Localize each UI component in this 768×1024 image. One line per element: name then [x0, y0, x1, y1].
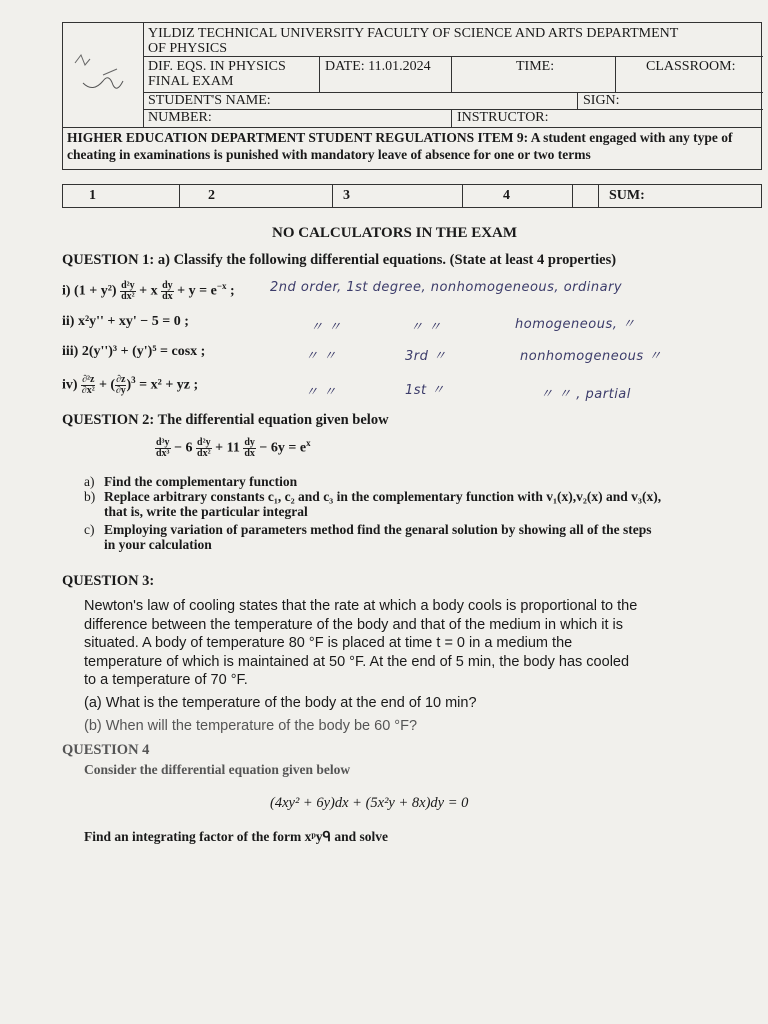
answer-ii-a: 〃 〃	[310, 320, 342, 335]
question-2-title: QUESTION 2: The differential equation given below	[62, 412, 389, 428]
department-title: OF PHYSICS	[148, 42, 227, 56]
score-cell: 1	[63, 185, 180, 207]
equation-iii: iii) 2(y'')³ + (y')⁵ = cosx ;	[62, 344, 206, 359]
score-cell	[573, 185, 599, 207]
question-4-task: Find an integrating factor of the form xᵖyᑫ and solve	[84, 829, 388, 844]
list-item: a) Find the complementary function	[84, 474, 298, 489]
score-table	[62, 184, 762, 208]
question-3-body: Newton's law of cooling states that the rate at which a body cools is proportional to the difference between the temperature of the body and that of the medium in which it is situated. A body of temperature 80 °F is placed at time t = 0 in a medium the temperature of which is maintained at 50 °F. At the end of 5 min, the body has cooled to a temperature of 70 °F.	[84, 598, 638, 688]
exam-type: FINAL EXAM	[148, 75, 234, 89]
question-4-intro: Consider the differential equation given below	[84, 762, 351, 777]
list-item: b) Replace arbitrary constants c₁, c₂ and c₃ in the complementary function with v₁(x),v₂(x) and v₃(x),	[84, 489, 662, 504]
regulation-notice: HIGHER EDUCATION DEPARTMENT STUDENT REGULATIONS ITEM 9: A student engaged with any type of cheating in examinations is punished with mandatory leave of absence for one or two terms	[62, 128, 762, 170]
instructor-field: INSTRUCTOR:	[457, 111, 549, 125]
answer-iii-c: nonhomogeneous 〃	[520, 349, 662, 364]
classroom-field: CLASSROOM:	[646, 60, 736, 74]
time-field: TIME:	[516, 60, 555, 74]
question-3-part-a: (a) What is the temperature of the body at the end of 10 min?	[84, 695, 477, 711]
answer-ii-c: homogeneous, 〃	[515, 317, 636, 332]
answer-iii-a: 〃 〃	[305, 349, 337, 364]
answer-iv-c: 〃 〃 , partial	[540, 387, 631, 402]
answer-iv-b: 1st 〃	[405, 383, 445, 398]
question-2-items	[84, 474, 661, 552]
question-3-part-b: (b) When will the temperature of the body be 60 °F?	[84, 718, 418, 734]
score-sum-cell: SUM:	[609, 188, 645, 203]
student-name-field: STUDENT'S NAME:	[148, 94, 271, 108]
course-name: DIF. EQS. IN PHYSICS	[148, 60, 286, 74]
equation-ii: ii) x²y'' + xy' − 5 = 0 ;	[62, 314, 189, 329]
sign-field: SIGN:	[583, 94, 620, 108]
signature-stamp	[63, 23, 144, 127]
list-item: that is, write the particular integral	[104, 504, 308, 519]
question-3-title: QUESTION 3:	[62, 573, 155, 589]
equation-iv: iv) $\frac{\text{∂²z}}{\text{∂x²}}$ + ( $\frac{\partial z}{\partial y}$ )$^3$ = x² + yz ;	[62, 374, 199, 396]
equation-i: i) (1 + y²) $\frac{\text{d²y}}{\text{dx²}}$ + x $\frac{dy}{dx}$ + $y = e^{-x}$ ;	[62, 280, 235, 302]
question-4-equation: (4xy² + 6y)dx + (5x²y + 8x)dy = 0	[270, 795, 469, 811]
score-cell: 4	[463, 185, 573, 207]
answer-iv-a: 〃 〃	[305, 385, 337, 400]
signature-icon	[63, 23, 143, 127]
question-4-title: QUESTION 4	[62, 742, 150, 758]
number-field: NUMBER:	[148, 111, 212, 125]
list-item: in your calculation	[104, 537, 212, 552]
header-table	[62, 22, 762, 128]
university-title: YILDIZ TECHNICAL UNIVERSITY FACULTY OF SCIENCE AND ARTS DEPARTMENT	[148, 27, 679, 41]
question-1-title: QUESTION 1: a) Classify the following differential equations. (State at least 4 properties)	[62, 252, 617, 268]
list-item: c) Employing variation of parameters method find the genaral solution by showing all of the steps	[84, 522, 652, 537]
answer-ii-b: 〃 〃	[410, 320, 442, 335]
score-cell: 2	[180, 185, 333, 207]
answer-iii-b: 3rd 〃	[405, 349, 447, 364]
exam-date: DATE: 11.01.2024	[325, 60, 431, 74]
answer-i: 2nd order, 1st degree, nonhomogeneous, ordinary	[270, 280, 623, 295]
no-calculators-notice: NO CALCULATORS IN THE EXAM	[272, 225, 518, 241]
question-2-equation: $\frac{\text{d³y}}{\text{dx³}}$ − 6 $\frac{\text{d²y}}{\text{dx²}}$ + 11 $\frac{dy}{dx}$ − $6y = e^x$	[156, 437, 311, 459]
score-cell: 3	[333, 185, 463, 207]
